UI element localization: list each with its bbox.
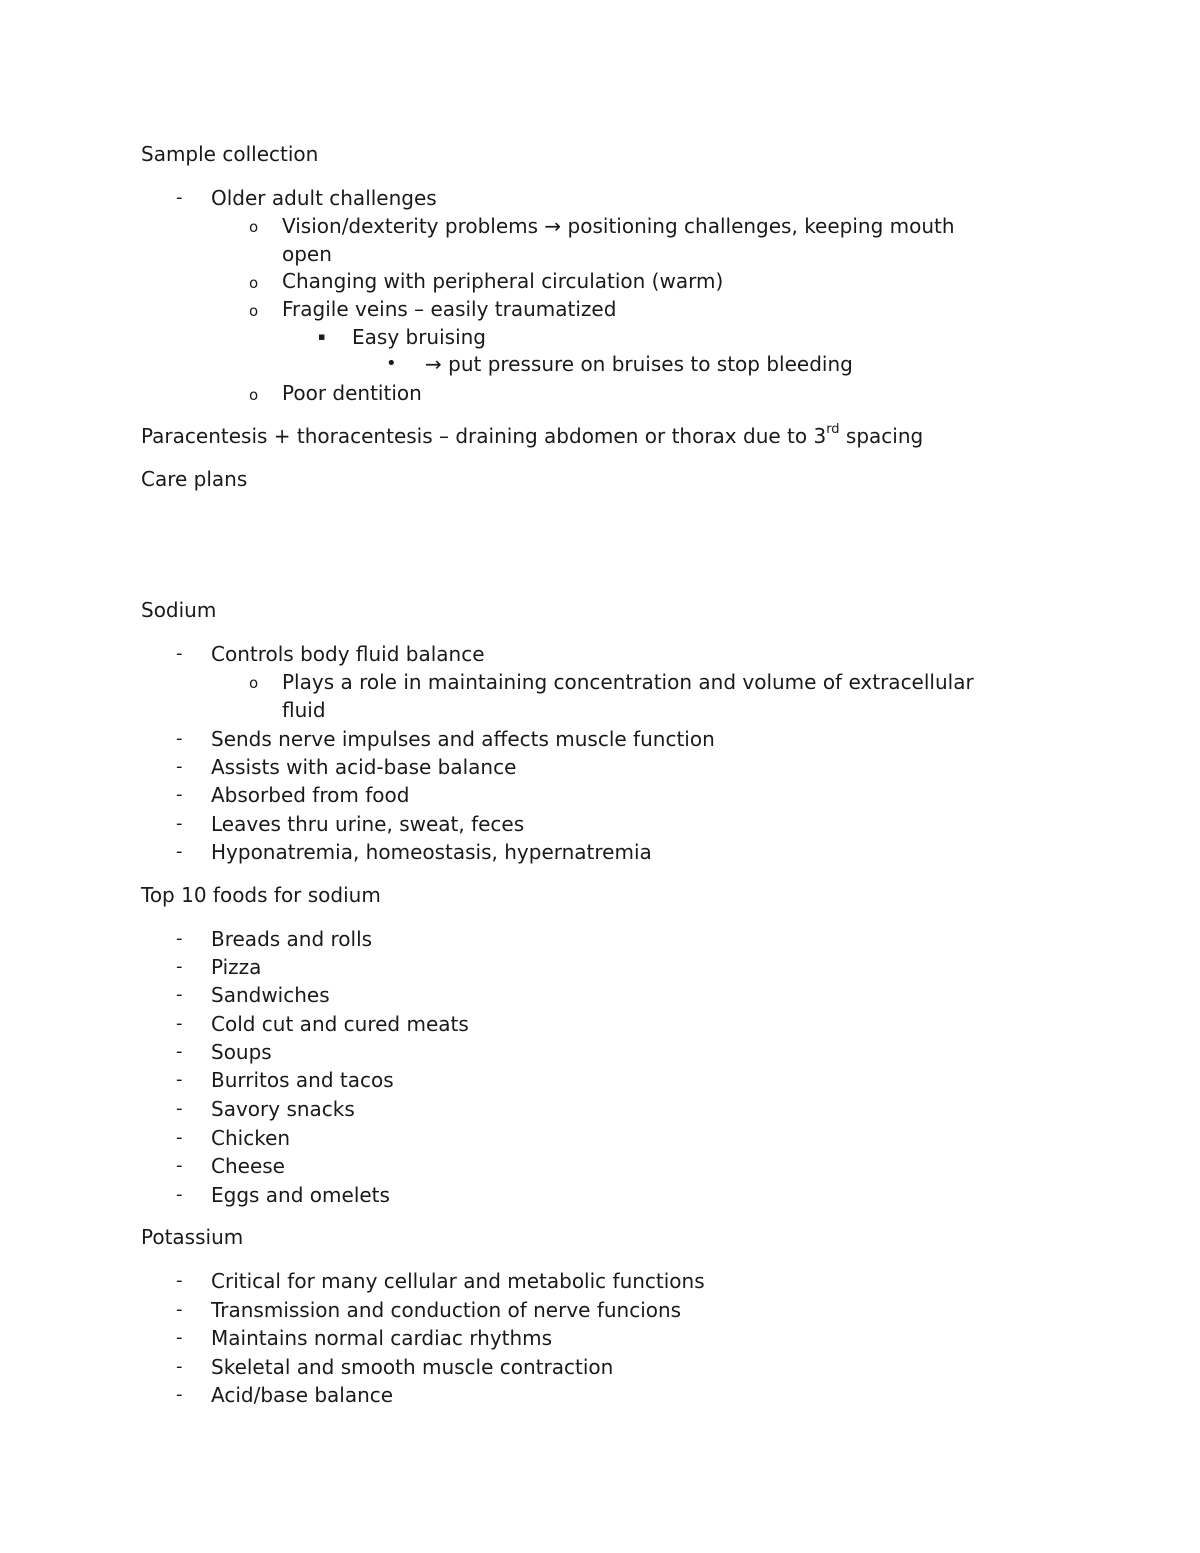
list-item: Absorbed from food bbox=[211, 783, 410, 807]
list-item: Burritos and tacos bbox=[211, 1068, 394, 1092]
list-item: Acid/base balance bbox=[211, 1383, 394, 1407]
dot-bullet: • bbox=[386, 353, 397, 374]
dash-bullet: - bbox=[176, 1270, 183, 1291]
heading-sodium: Sodium bbox=[141, 598, 217, 622]
list-item: Hyponatremia, homeostasis, hypernatremia bbox=[211, 840, 652, 864]
superscript: rd bbox=[826, 422, 840, 438]
list-item: Chicken bbox=[211, 1126, 291, 1150]
list-item: Easy bruising bbox=[352, 325, 487, 349]
heading-potassium: Potassium bbox=[141, 1225, 244, 1249]
square-bullet: ▪ bbox=[318, 330, 326, 343]
circle-bullet: o bbox=[249, 218, 259, 236]
dash-bullet: - bbox=[176, 1155, 183, 1176]
list-item: Plays a role in maintaining concentration and volume of extracellular bbox=[282, 670, 974, 694]
dash-bullet: - bbox=[176, 956, 183, 977]
dash-bullet: - bbox=[176, 813, 183, 834]
dash-bullet: - bbox=[176, 728, 183, 749]
list-item-text: positioning challenges, keeping mouth bbox=[567, 214, 955, 238]
list-item: Skeletal and smooth muscle contraction bbox=[211, 1355, 614, 1379]
list-item: Fragile veins – easily traumatized bbox=[282, 297, 617, 321]
paracentesis-line bbox=[141, 424, 923, 448]
list-item: Breads and rolls bbox=[211, 927, 373, 951]
list-item: Sends nerve impulses and affects muscle function bbox=[211, 727, 715, 751]
arrow-right-icon: → bbox=[425, 352, 442, 376]
list-item: Leaves thru urine, sweat, feces bbox=[211, 812, 525, 836]
list-item: Savory snacks bbox=[211, 1097, 355, 1121]
dash-bullet: - bbox=[176, 784, 183, 805]
dash-bullet: - bbox=[176, 1356, 183, 1377]
list-item: Assists with acid-base balance bbox=[211, 755, 517, 779]
arrow-right-icon: → bbox=[544, 214, 562, 238]
list-item: Sandwiches bbox=[211, 983, 330, 1007]
dash-bullet: - bbox=[176, 1127, 183, 1148]
dash-bullet: - bbox=[176, 841, 183, 862]
dash-bullet: - bbox=[176, 984, 183, 1005]
list-item: Critical for many cellular and metabolic functions bbox=[211, 1269, 705, 1293]
dash-bullet: - bbox=[176, 1327, 183, 1348]
list-item: Poor dentition bbox=[282, 381, 422, 405]
circle-bullet: o bbox=[249, 386, 259, 404]
list-item: Pizza bbox=[211, 955, 262, 979]
list-item: Cold cut and cured meats bbox=[211, 1012, 469, 1036]
list-item-continuation: open bbox=[282, 242, 332, 266]
circle-bullet: o bbox=[249, 674, 259, 692]
list-item: Older adult challenges bbox=[211, 186, 437, 210]
list-item: Changing with peripheral circulation (warm) bbox=[282, 269, 724, 293]
list-item: Eggs and omelets bbox=[211, 1183, 390, 1207]
dash-bullet: - bbox=[176, 756, 183, 777]
circle-bullet: o bbox=[249, 274, 259, 292]
dash-bullet: - bbox=[176, 1299, 183, 1320]
heading-care-plans: Care plans bbox=[141, 467, 248, 491]
dash-bullet: - bbox=[176, 1041, 183, 1062]
dash-bullet: - bbox=[176, 928, 183, 949]
dash-bullet: - bbox=[176, 1184, 183, 1205]
dash-bullet: - bbox=[176, 1098, 183, 1119]
dash-bullet: - bbox=[176, 1013, 183, 1034]
dash-bullet: - bbox=[176, 1069, 183, 1090]
dash-bullet: - bbox=[176, 643, 183, 664]
list-item: Cheese bbox=[211, 1154, 285, 1178]
paracentesis-text-end: spacing bbox=[839, 424, 924, 448]
list-item: Soups bbox=[211, 1040, 272, 1064]
list-item-text: Vision/dexterity problems bbox=[282, 214, 539, 238]
list-item-continuation: fluid bbox=[282, 698, 326, 722]
list-item-text: put pressure on bruises to stop bleeding bbox=[448, 352, 853, 376]
circle-bullet: o bbox=[249, 302, 259, 320]
dash-bullet: - bbox=[176, 187, 183, 208]
list-item: Maintains normal cardiac rhythms bbox=[211, 1326, 553, 1350]
paracentesis-text: Paracentesis + thoracentesis – draining abdomen or thorax due to 3 bbox=[141, 424, 827, 448]
dash-bullet: - bbox=[176, 1384, 183, 1405]
heading-top-foods: Top 10 foods for sodium bbox=[141, 883, 381, 907]
list-item bbox=[282, 214, 955, 238]
list-item: Transmission and conduction of nerve funcions bbox=[211, 1298, 682, 1322]
list-item bbox=[425, 352, 853, 376]
list-item: Controls body fluid balance bbox=[211, 642, 485, 666]
heading-sample-collection: Sample collection bbox=[141, 142, 319, 166]
